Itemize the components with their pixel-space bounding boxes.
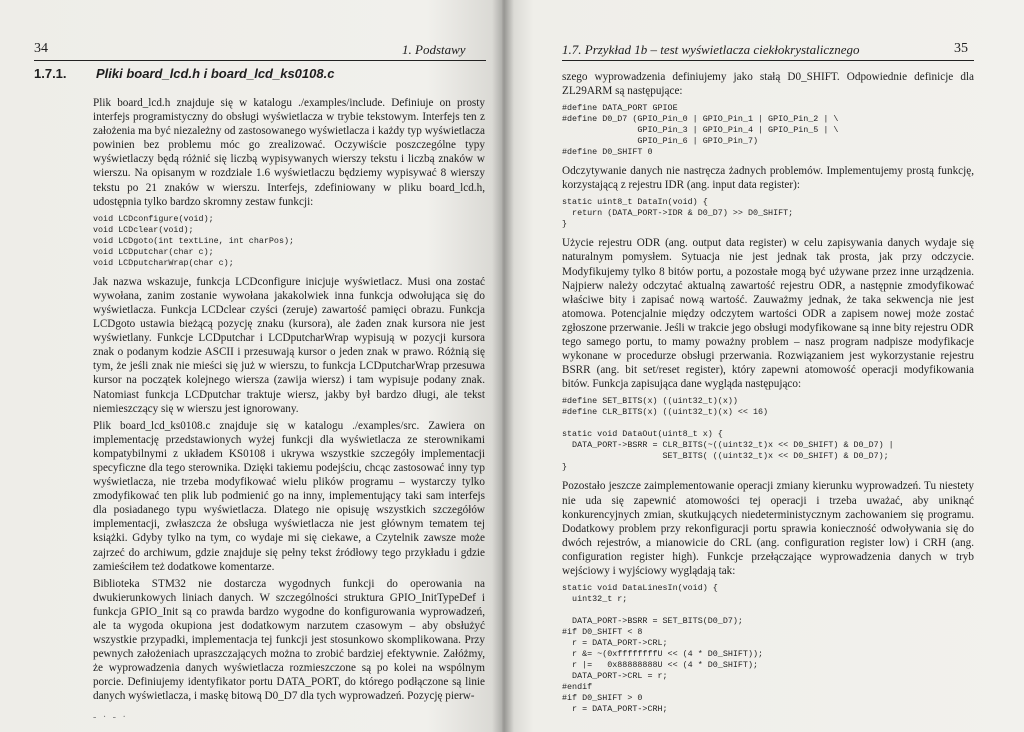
paragraph: Użycie rejestru ODR (ang. output data register) w celu zapisywania danych wydaje się naturalnym pomysłem. Sytuacja nie jest jednak tak prosta, jak przy odczycie. Modyfikujemy tylko 8 bitów portu, a pozostałe mogą być używane przez inne urządzenia. Najpierw należy odczytać aktualną zawartość rejestru ODR, a następnie zmodyfikować właściwe bity i zapisać nową wartość. Zauważmy jednak, że taka sekwencja nie jest atomowa. Potencjalnie między odczytem wartości ODR a zapisem nowej może zostać zgłoszone przerwanie. Jeśli w trakcie jego obsługi modyfikowane są inne bity rejestru ODR tego samego portu, to mamy poważny problem – nasz program nadpisze modyfikacje wykonane w procedurze obsługi przerwania. Rozwiązaniem jest wykorzystanie rejestru BSRR (ang. bit set/reset register), który zapewni atomowość operacji modyfikowania bitów. Funkcja zapisująca dane wygląda następująco:	[562, 237, 974, 391]
book-gutter	[492, 0, 514, 732]
bottom-marks: - · - ·	[93, 712, 128, 723]
header-rule	[34, 60, 486, 61]
paragraph: Plik board_lcd.h znajduje się w katalogu ./examples/include. Definiuje on prosty interfejs programistyczny do obsługi wyświetlacza w trybie tekstowym. Interfejs ten z założenia ma być niezależny od zastosowanego wyświetlacza i każdy typ wyświetlacza powinien bez problemu móc go zrealizować. Oczywiście poszczególne typy wyświetlaczy będą różnić się liczbą wypisywanych wierszy tekstu i liczbą znaków w wierszu. Na opisanym w rozdziale 1.6 wyświetlaczu będziemy wypisywać 8 wierszy tekstu po 21 znaków w wierszu. Interfejs, zdefiniowany w pliku board_lcd.h, udostępnia tylko bardzo skromny zestaw funkcji:	[93, 97, 485, 208]
code-listing: #define DATA_PORT GPIOE #define D0_D7 (GPIO_Pin_0 | GPIO_Pin_1 | GPIO_Pin_2 | \ GPIO_Pin_3 | GPIO_Pin_4 | GPIO_Pin_5 | \ GPIO_Pin_6 | GPIO_Pin_7) #define D0_SHIFT 0	[562, 103, 839, 158]
paragraph: Odczytywanie danych nie nastręcza żadnych problemów. Implementujemy prostą funkcję, korzystającą z rejestru IDR (ang. input data register):	[562, 165, 974, 192]
running-header: 1.7. Przykład 1b – test wyświetlacza ciekłokrystalicznego	[562, 42, 860, 57]
paragraph: Biblioteka STM32 nie dostarcza wygodnych funkcji do operowania na dwukierunkowych liniach danych. W szczególności struktura GPIO_InitTypeDef i funkcja GPIO_Init są co prawda bardzo wygodne do konfigurowania wyprowadzeń, ale ta wygoda okupiona jest dodatkowym narzutem czasowym – aby obsłużyć wszystkie przypadki, implementacja tej funkcji jest stosunkowo skomplikowana. Przy pewnych założeniach upraszczających można to zrobić bardziej efektywnie. Załóżmy, że wyprowadzenia danych wyświetlacza rozmieszczone są po kolei na wspólnym porcie. Definiujemy identyfikator portu DATA_PORT, do którego podłączone są linie danych wyświetlacza, i maskę bitową D0_D7 dla tych wyprowadzeń. Pozycję pierw-	[93, 577, 485, 703]
paragraph: szego wyprowadzenia definiujemy jako stałą D0_SHIFT. Odpowiednie definicje dla ZL29ARM są następujące:	[562, 71, 974, 98]
page-number: 34	[34, 41, 48, 56]
left-page	[0, 0, 502, 732]
left-text-column	[93, 96, 485, 707]
section-title: Pliki board_lcd.h i board_lcd_ks0108.c	[96, 66, 335, 81]
section-heading	[34, 66, 334, 81]
code-listing: static void DataLinesIn(void) { uint32_t r; DATA_PORT->BSRR = SET_BITS(D0_D7); #if D0_SHIFT < 8 r = DATA_PORT->CRL; r &= ~(0xffffffffU << (4 * D0_SHIFT)); r |= 0x88888888U << (4 * D0_SHIFT); DATA_PORT->CRL = r; #endif #if D0_SHIFT > 0 r = DATA_PORT->CRH;	[562, 583, 764, 715]
code-listing: static uint8_t DataIn(void) { return (DATA_PORT->IDR & D0_D7) >> D0_SHIFT; }	[562, 197, 794, 230]
paragraph: Jak nazwa wskazuje, funkcja LCDconfigure inicjuje wyświetlacz. Musi ona zostać wywołana, zanim zostanie wywołana jakakolwiek inna funkcja odwołująca się do wyświetlacza. Funkcja LCDclear czyści (zeruje) zawartość pamięci obrazu. Funkcja LCDgoto ustawia bieżącą pozycję znaku (kursora), ale żaden znak kursora nie jest wyświetlany. Funkcje LCDputchar i LCDputcharWrap wypisują w pozycji kursora znak o podanym kodzie ASCII i przesuwają kursor o jeden znak w prawo. Różnią się tym, że jeśli znak nie mieści się już w wierszu, to funkcja LCDputcharWrap przesuwa kursor na początek kolejnego wiersza (zawija wiersz) i tam wypisuje podany znak. Natomiast funkcja LCDputchar traktuje wiersz, jakby był bardzo długi, ale tekst niemieszczący się w wierszu jest ignorowany.	[93, 275, 485, 415]
page-number: 35	[954, 41, 968, 56]
right-text-column	[562, 70, 974, 721]
section-number: 1.7.1.	[34, 66, 67, 81]
code-listing: void LCDconfigure(void); void LCDclear(void); void LCDgoto(int textLine, int charPos); void LCDputchar(char c); void LCDputcharWrap(char c);	[93, 213, 295, 268]
running-header: 1. Podstawy	[402, 42, 466, 57]
paragraph: Pozostało jeszcze zaimplementowanie operacji zmiany kierunku wyprowadzeń. Tu niestety nie uda się zapewnić atomowości tej operacji i trzeba uważać, aby uniknąć konkurencyjnych zmian, skutkujących niedeterministycznym zachowaniem się programu. Dodatkowy problem przy rekonfiguracji portu sprawia konieczność odwoływania się do dwóch rejestrów, a mianowicie do CRL (ang. configuration register low) i CRH (ang. configuration register high). Funkcje przełączające wyprowadzenia danych w tryb wejściowy i wyjściowy wyglądają tak:	[562, 480, 974, 577]
header-rule	[562, 60, 974, 61]
right-page	[502, 0, 1024, 732]
code-listing: #define SET_BITS(x) ((uint32_t)(x)) #define CLR_BITS(x) ((uint32_t)(x) << 16) static void DataOut(uint8_t x) { DATA_PORT->BSRR = CLR_BITS(~((uint32_t)x << D0_SHIFT) & D0_D7) | SET_BITS( ((uint32_t)x << D0_SHIFT) & D0_D7); }	[562, 396, 894, 473]
paragraph: Plik board_lcd_ks0108.c znajduje się w katalogu ./examples/src. Zawiera on implementację przedstawionych wyżej funkcji dla wyświetlacza ze sterownikami kompatybilnymi z układem KS0108 i ukrywa wszystkie szczegóły implementacji specyficzne dla tego sterownika. Dzięki takiemu podejściu, chcąc zastosować inny typ wyświetlacza, nie trzeba modyfikować wielu plików programu – wystarczy tylko zmodyfikować ten plik lub podmienić go na inny, implementujący taki sam interfejs dla posiadanego typu wyświetlacza. Dlatego nie opisuję wszystkich szczegółów implementacji, zwłaszcza że obsługa wyświetlacza nie jest głównym tematem tej książki. Gdyby tylko na tym, co wydaje mi się ciekawe, a Czytelnik zawsze może zajrzeć do archiwum, gdzie znajduje się pełny tekst źródłowy tego przykładu i gdzie zamieściłem też dodatkowe komentarze.	[93, 419, 485, 573]
